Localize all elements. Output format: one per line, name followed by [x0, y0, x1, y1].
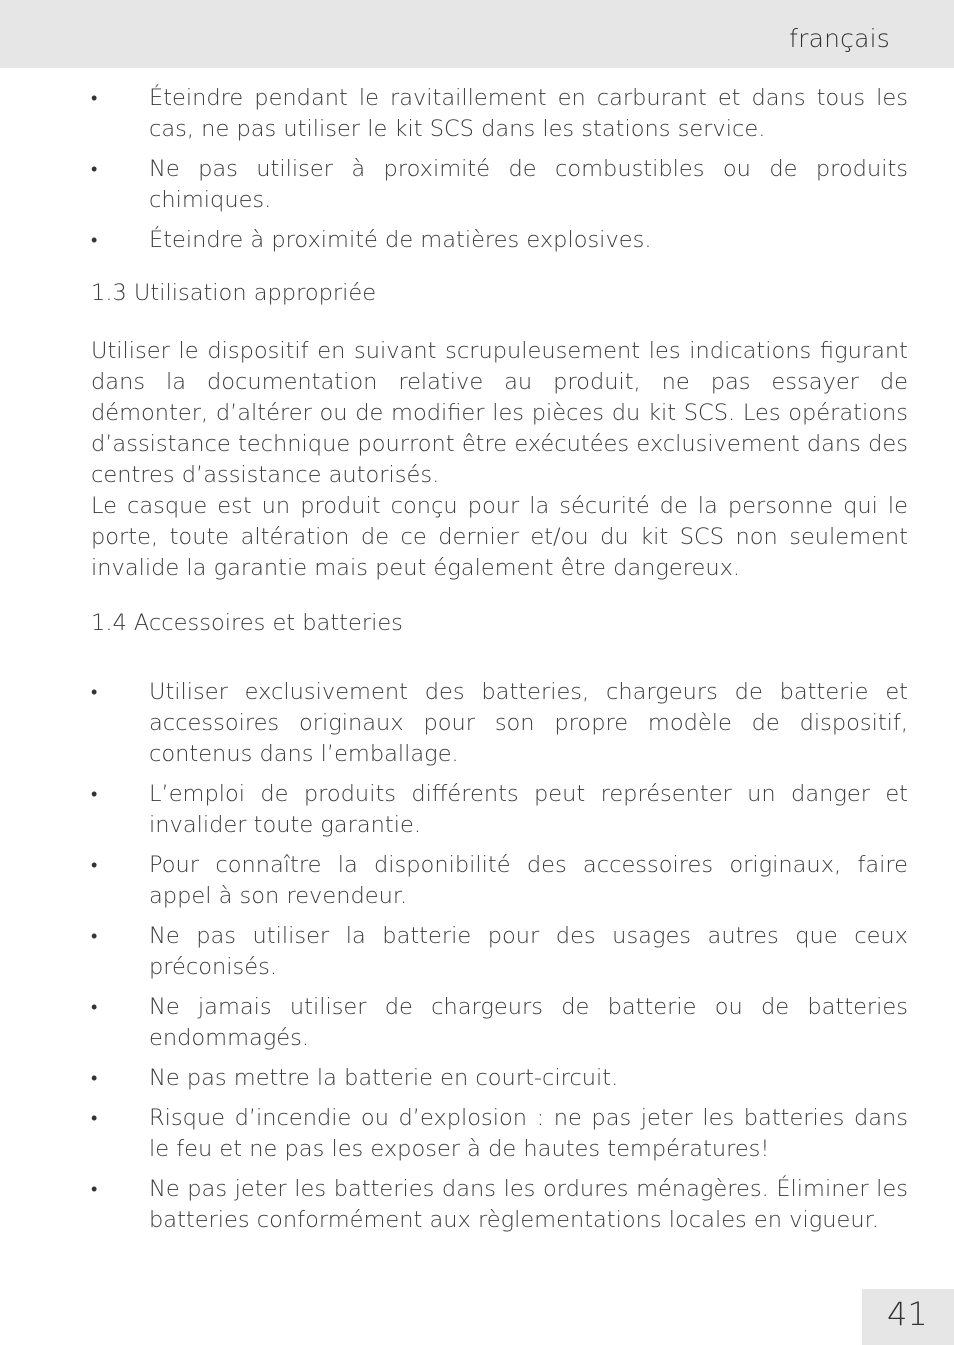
list-item: • L’emploi de produits différents peut représenter un danger et invalider toute garantie.: [91, 781, 908, 838]
list-item: • Ne jamais utiliser de chargeurs de batterie ou de batteries endommagés.: [91, 994, 908, 1051]
bullet-icon: •: [91, 1179, 98, 1200]
list-item: • Risque d’incendie ou d’explosion : ne pas jeter les batteries dans le feu et ne pas les exposer à de hautes températures!: [91, 1105, 908, 1162]
section-heading-1-3: 1.3 Utilisation appropriée: [91, 280, 377, 306]
language-label: français: [789, 24, 890, 53]
bullet-icon: •: [91, 926, 98, 947]
list-item: • Utiliser exclusivement des batteries, chargeurs de batterie et accessoires originaux pour son propre modèle de dispositif, contenus dans l’emballage.: [91, 679, 908, 767]
page-number: 41: [887, 1295, 928, 1333]
bullet-icon: •: [91, 1108, 98, 1129]
list-item: • Pour connaître la disponibilité des accessoires originaux, faire appel à son revendeur.: [91, 852, 908, 909]
paragraph: Utiliser le dispositif en suivant scrupuleusement les indications figurant dans la documentation relative au produit, ne pas essayer de démonter, d’altérer ou de modifier les pièces du kit SCS. Les opérations d’assistance technique pourront être exécutées exclusivement dans des centres d’assistance autorisés.: [91, 338, 908, 488]
bullet-icon: •: [91, 784, 98, 805]
bullet-icon: •: [91, 1068, 98, 1089]
intro-bullet-list: [91, 83, 908, 256]
bullet-icon: •: [91, 159, 98, 180]
bullet-icon: •: [91, 997, 98, 1018]
list-item: • Éteindre à proximité de matières explosives.: [91, 225, 908, 256]
paragraph: Le casque est un produit conçu pour la sécurité de la personne qui le porte, toute altération de ce dernier et/ou du kit SCS non seulement invalide la garantie mais peut également être dangereux.: [91, 493, 908, 581]
page-content: [91, 83, 908, 1245]
list-item: • Ne pas utiliser la batterie pour des usages autres que ceux préconisés.: [91, 923, 908, 980]
bullet-icon: •: [91, 682, 98, 703]
list-item: • Ne pas jeter les batteries dans les ordures ménagères. Éliminer les batteries conformément aux règlementations locales en vigueur.: [91, 1176, 908, 1233]
bullet-icon: •: [91, 88, 98, 109]
section-heading-1-4: 1.4 Accessoires et batteries: [91, 610, 403, 636]
bullet-icon: •: [91, 855, 98, 876]
header-bar: [0, 0, 954, 68]
list-item: • Éteindre pendant le ravitaillement en carburant et dans tous les cas, ne pas utiliser le kit SCS dans les stations service.: [91, 85, 908, 142]
bullet-icon: •: [91, 230, 98, 251]
accessories-bullet-list: [91, 677, 908, 1236]
page-number-box: [862, 1289, 954, 1345]
list-item: • Ne pas mettre la batterie en court-circuit.: [91, 1063, 908, 1094]
list-item: • Ne pas utiliser à proximité de combustibles ou de produits chimiques.: [91, 156, 908, 213]
